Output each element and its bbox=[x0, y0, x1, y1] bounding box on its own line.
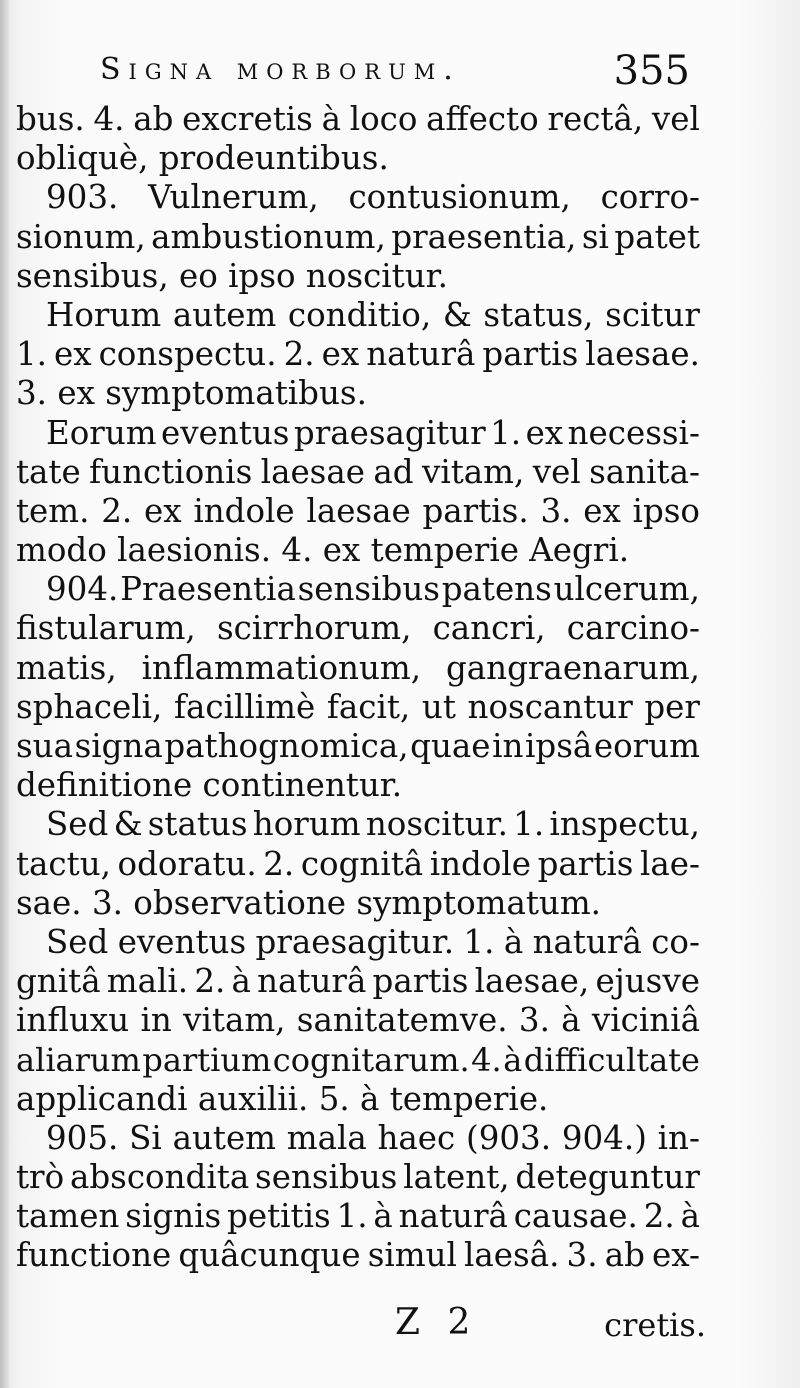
text-line: definitione continentur. bbox=[16, 766, 403, 805]
page-header bbox=[0, 48, 800, 98]
body-text bbox=[16, 100, 700, 1276]
text-line: sensibus, eo ipso noscitur. bbox=[16, 256, 448, 295]
text-line: sua signa pathognomica, quae in ipsâ eorum bbox=[16, 727, 700, 765]
text-line: sionum, ambustionum, praesentia, si patet bbox=[16, 217, 700, 256]
text-line: tamen signis petitis 1. à naturâ causae. 2. à bbox=[16, 1197, 700, 1236]
text-line: bus. 4. ab excretis à loco affecto rectâ, vel bbox=[16, 100, 700, 138]
signature-mark: Z 2 bbox=[395, 1302, 479, 1343]
text-line: 904. Praesentia sensibus patens ulcerum, bbox=[46, 570, 700, 609]
text-line: 3. ex symptomatibus. bbox=[16, 374, 367, 413]
text-line: tactu, odoratu. 2. cognitâ indole partis lae- bbox=[16, 844, 700, 883]
text-line: Horum autem conditio, & status, scitur bbox=[46, 295, 700, 334]
catchword: cretis. bbox=[604, 1306, 706, 1344]
text-line: gnitâ mali. 2. à naturâ partis laesae, ejusve bbox=[16, 962, 700, 1001]
page-number: 355 bbox=[613, 48, 690, 94]
text-line: sphaceli, facillimè facit, ut noscantur per bbox=[16, 687, 700, 726]
text-line: Eorum eventus praesagitur 1. ex necessi- bbox=[46, 413, 700, 452]
text-line: 903. Vulnerum, contusionum, corro- bbox=[46, 178, 700, 217]
page-edge-shadow bbox=[0, 0, 10, 1388]
text-line: fistularum, scirrhorum, cancri, carcino- bbox=[16, 609, 700, 648]
page-footer bbox=[0, 1302, 800, 1352]
text-line: matis, inflammationum, gangraenarum, bbox=[16, 648, 700, 687]
text-line: tate functionis laesae ad vitam, vel sanita- bbox=[16, 452, 700, 491]
running-title: Signa morborum. bbox=[100, 52, 461, 87]
text-line: trò abscondita sensibus latent, deteguntur bbox=[16, 1158, 700, 1197]
text-line: applicandi auxilii. 5. à temperie. bbox=[16, 1079, 549, 1118]
text-line: obliquè, prodeuntibus. bbox=[16, 139, 389, 178]
text-line: tem. 2. ex indole laesae partis. 3. ex ipso bbox=[16, 491, 700, 530]
text-line: 1. ex conspectu. 2. ex naturâ partis laesae. bbox=[16, 335, 700, 374]
text-line: Sed & status horum noscitur. 1. inspectu, bbox=[46, 805, 700, 844]
text-line: 905. Si autem mala haec (903. 904.) in- bbox=[46, 1118, 700, 1157]
text-line: influxu in vitam, sanitatemve. 3. à viciniâ bbox=[16, 1001, 700, 1040]
text-line: aliarum partium cognitarum. 4. à difficultate bbox=[16, 1040, 700, 1079]
text-line: modo laesionis. 4. ex temperie Aegri. bbox=[16, 531, 630, 570]
text-line: Sed eventus praesagitur. 1. à naturâ co- bbox=[46, 922, 700, 961]
text-line: functione quâcunque simul laesâ. 3. ab ex- bbox=[16, 1236, 700, 1275]
text-line: sae. 3. observatione symptomatum. bbox=[16, 883, 601, 922]
